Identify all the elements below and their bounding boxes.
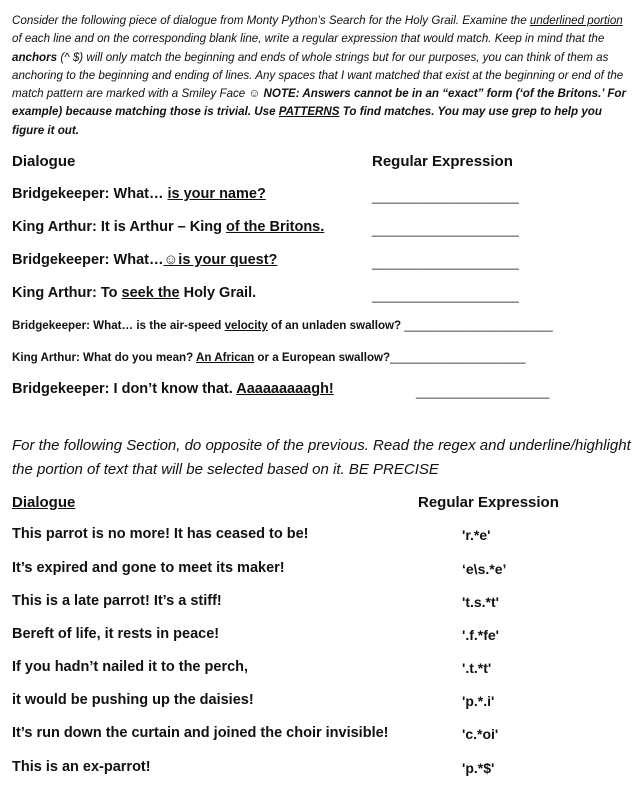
dialogue-underlined: An African bbox=[195, 351, 255, 364]
answer-blank-6[interactable]: _____________________ bbox=[390, 351, 526, 364]
answer-blank-7[interactable]: ____________________ bbox=[416, 385, 550, 399]
instructions-text: (^ $) will only match the beginning and ends of whole strings but for our purposes, you can think of them as anchoring to the beginning and ending of lines. Any spaces that I want matched that exist at the beginning or end of the match pattern are marked with a Smiley Face ☺ bbox=[12, 50, 624, 101]
section2-row-text[interactable]: It’s expired and gone to meet its maker! bbox=[12, 560, 285, 576]
section2-row-text[interactable]: This is a late parrot! It’s a stiff! bbox=[12, 593, 222, 609]
dialogue-underlined: of the Britons. bbox=[226, 219, 325, 235]
section2-row-text[interactable]: This is an ex-parrot! bbox=[12, 759, 151, 775]
section2-row-text[interactable]: If you hadn’t nailed it to the perch, bbox=[12, 659, 249, 675]
section2-row-text[interactable]: it would be pushing up the daisies! bbox=[12, 692, 254, 708]
section2-row-text[interactable]: This parrot is no more! It has ceased to be! bbox=[12, 526, 309, 542]
instructions-paragraph bbox=[12, 12, 632, 140]
dialogue-line-5 bbox=[12, 319, 553, 332]
instructions-note: NOTE: Answers cannot be in an “exact” form (‘of the Britons.’ For example) because matching those is trivial. Use bbox=[12, 87, 626, 119]
section2-instructions: For the following Section, do opposite of the previous. Read the regex and underline/highlight the portion of text that will be selected based on it. BE PRECISE bbox=[12, 437, 631, 478]
dialogue-text: King Arthur: To bbox=[12, 285, 122, 301]
answer-blank-2[interactable]: ______________________ bbox=[372, 223, 519, 237]
regex-header-2: Regular Expression bbox=[418, 494, 559, 511]
dialogue-text: Bridgekeeper: What… bbox=[12, 186, 168, 202]
dialogue-line-3 bbox=[12, 252, 277, 268]
section2-row-regex: 'p.*.i' bbox=[462, 693, 495, 709]
answer-blank-4[interactable]: ______________________ bbox=[372, 289, 519, 303]
smiley-face-icon: ☺ bbox=[163, 252, 179, 268]
section2-row-regex: ‘e\s.*e’ bbox=[462, 561, 507, 577]
dialogue-line-7 bbox=[12, 381, 334, 397]
dialogue-text: King Arthur: What do you mean? bbox=[12, 351, 196, 364]
instructions-bold-text: anchors bbox=[12, 50, 58, 64]
dialogue-underlined: is your quest? bbox=[178, 252, 278, 268]
regex-header: Regular Expression bbox=[372, 153, 513, 170]
dialogue-line-4 bbox=[12, 285, 256, 301]
dialogue-line-6 bbox=[12, 351, 526, 364]
section2-row-regex: '.t.*t' bbox=[462, 660, 492, 676]
section2-row-regex: 'p.*$' bbox=[462, 760, 495, 776]
dialogue-text: King Arthur: It is Arthur – King bbox=[12, 219, 226, 235]
dialogue-line-1 bbox=[12, 186, 266, 202]
section2-row-regex: 't.s.*t' bbox=[462, 594, 499, 610]
answer-blank-1[interactable]: ______________________ bbox=[372, 190, 519, 204]
dialogue-underlined: is your name? bbox=[167, 186, 266, 202]
dialogue-header: Dialogue bbox=[12, 153, 76, 170]
dialogue-underlined: seek the bbox=[121, 285, 180, 301]
instructions-text: of each line and on the corresponding blank line, write a regular expression that would match. Keep in mind that the bbox=[12, 32, 605, 46]
section2-row-text[interactable]: Bereft of life, it rests in peace! bbox=[12, 626, 220, 642]
section2-row-regex: 'r.*e' bbox=[462, 527, 491, 543]
dialogue-underlined: velocity bbox=[224, 319, 268, 332]
dialogue-line-2 bbox=[12, 219, 324, 235]
dialogue-header-2: Dialogue bbox=[12, 494, 76, 511]
dialogue-text: or a European swallow? bbox=[254, 351, 391, 364]
dialogue-underlined: Aaaaaaaaagh! bbox=[236, 381, 334, 397]
instructions-underlined-text: underlined portion bbox=[529, 14, 623, 27]
section2-row-regex: 'c.*oi' bbox=[462, 726, 499, 742]
dialogue-text: Bridgekeeper: What… bbox=[12, 252, 164, 268]
answer-blank-5[interactable]: _______________________ bbox=[404, 319, 553, 332]
answer-blank-3[interactable]: ______________________ bbox=[372, 256, 519, 270]
instructions-note: To find matches. You may use grep to help you figure it out. bbox=[12, 105, 602, 137]
dialogue-text: Bridgekeeper: I don’t know that. bbox=[12, 381, 237, 397]
instructions-note-emphasis: PATTERNS bbox=[278, 105, 340, 119]
section2-row-regex: '.f.*fe' bbox=[462, 627, 499, 643]
section2-row-text[interactable]: It’s run down the curtain and joined the choir invisible! bbox=[12, 725, 389, 741]
dialogue-text: Bridgekeeper: What… is the air-speed bbox=[12, 319, 225, 332]
dialogue-text: Holy Grail. bbox=[179, 285, 257, 301]
instructions-text: Consider the following piece of dialogue from Monty Python’s Search for the Holy Grail. Examine the bbox=[12, 14, 530, 27]
dialogue-text: of an unladen swallow? bbox=[267, 319, 405, 332]
